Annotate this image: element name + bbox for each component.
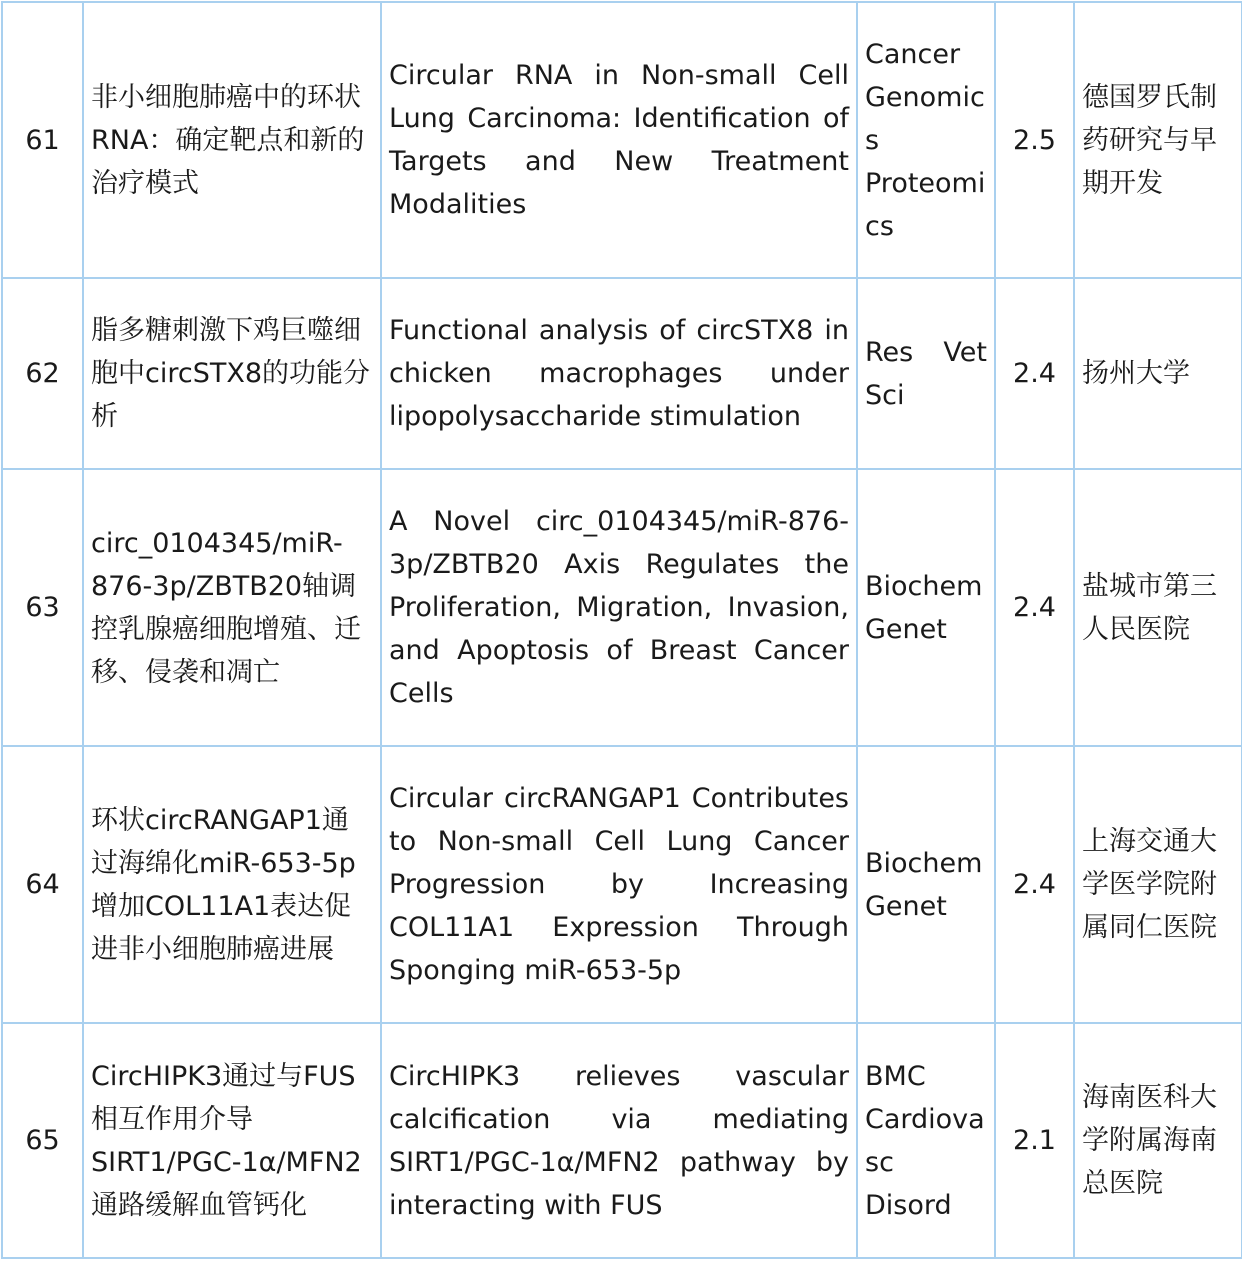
chinese-title: 环状circRANGAP1通过海绵化miR-653-5p增加COL11A1表达促进非小细胞肺癌进展 bbox=[83, 746, 381, 1023]
journal-name: Cancer Genomics Proteomics bbox=[857, 2, 995, 278]
chinese-title: 脂多糖刺激下鸡巨噬细胞中circSTX8的功能分析 bbox=[83, 278, 381, 469]
journal-name: Res Vet Sci bbox=[857, 278, 995, 469]
table-row bbox=[2, 469, 1242, 746]
chinese-title: CircHIPK3通过与FUS相互作用介导SIRT1/PGC-1α/MFN2通路缓解血管钙化 bbox=[83, 1023, 381, 1258]
table-row bbox=[2, 2, 1242, 278]
institution: 上海交通大学医学院附属同仁医院 bbox=[1074, 746, 1242, 1023]
publication-table bbox=[1, 1, 1242, 1259]
table-row bbox=[2, 278, 1242, 469]
institution: 德国罗氏制药研究与早期开发 bbox=[1074, 2, 1242, 278]
english-title: Circular circRANGAP1 Contributes to Non-small Cell Lung Cancer Progression by Increasing COL11A1 Expression Through Sponging miR-653-5p bbox=[381, 746, 857, 1023]
english-title: Functional analysis of circSTX8 in chicken macrophages under lipopolysaccharide stimulation bbox=[381, 278, 857, 469]
impact-factor: 2.4 bbox=[995, 469, 1074, 746]
impact-factor: 2.4 bbox=[995, 278, 1074, 469]
english-title: Circular RNA in Non-small Cell Lung Carcinoma: Identification of Targets and New Treatment Modalities bbox=[381, 2, 857, 278]
row-number: 65 bbox=[2, 1023, 83, 1258]
institution: 海南医科大学附属海南总医院 bbox=[1074, 1023, 1242, 1258]
impact-factor: 2.4 bbox=[995, 746, 1074, 1023]
journal-name: BMC Cardiovasc Disord bbox=[857, 1023, 995, 1258]
institution: 扬州大学 bbox=[1074, 278, 1242, 469]
row-number: 63 bbox=[2, 469, 83, 746]
chinese-title: 非小细胞肺癌中的环状 RNA：确定靶点和新的治疗模式 bbox=[83, 2, 381, 278]
table-row bbox=[2, 746, 1242, 1023]
row-number: 62 bbox=[2, 278, 83, 469]
english-title: CircHIPK3 relieves vascular calcification via mediating SIRT1/PGC-1α/MFN2 pathway by interacting with FUS bbox=[381, 1023, 857, 1258]
row-number: 61 bbox=[2, 2, 83, 278]
chinese-title: circ_0104345/miR-876-3p/ZBTB20轴调控乳腺癌细胞增殖、迁移、侵袭和凋亡 bbox=[83, 469, 381, 746]
impact-factor: 2.1 bbox=[995, 1023, 1074, 1258]
table-row bbox=[2, 1023, 1242, 1258]
journal-name: Biochem Genet bbox=[857, 469, 995, 746]
row-number: 64 bbox=[2, 746, 83, 1023]
english-title: A Novel circ_0104345/miR-876-3p/ZBTB20 Axis Regulates the Proliferation, Migration, Invasion, and Apoptosis of Breast Cancer Cells bbox=[381, 469, 857, 746]
journal-name: Biochem Genet bbox=[857, 746, 995, 1023]
institution: 盐城市第三人民医院 bbox=[1074, 469, 1242, 746]
impact-factor: 2.5 bbox=[995, 2, 1074, 278]
